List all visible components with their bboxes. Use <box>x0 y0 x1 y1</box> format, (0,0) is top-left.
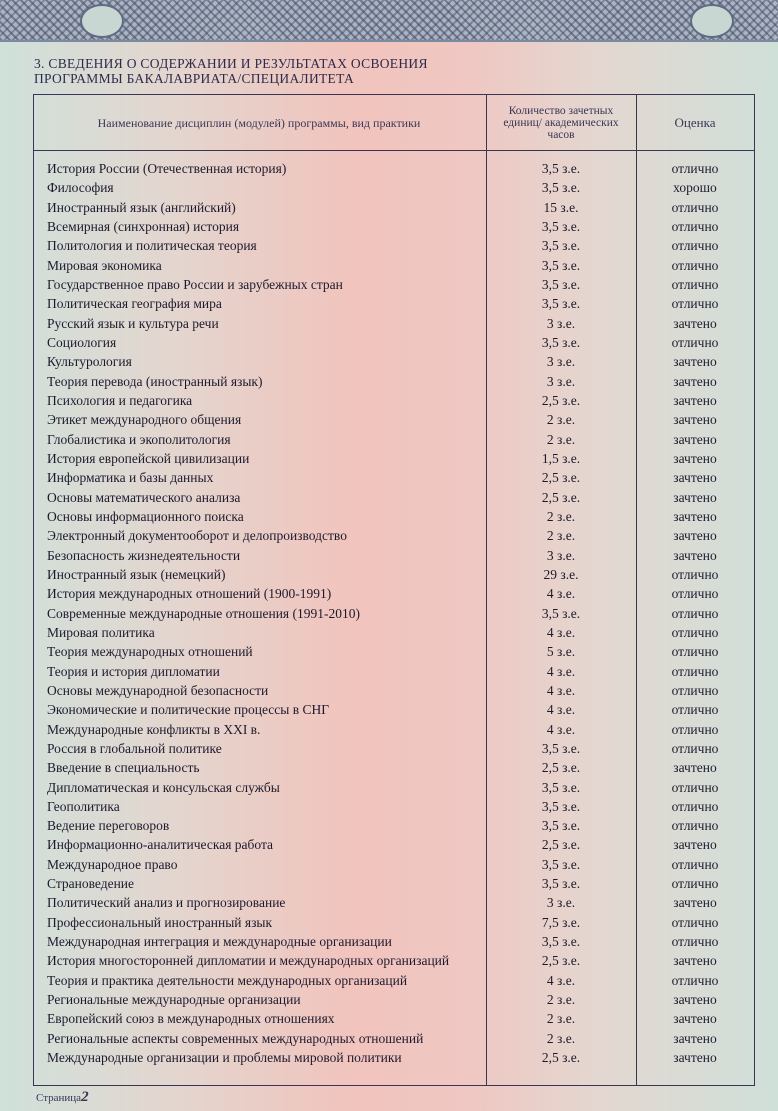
discipline-name: Этикет международного общения <box>47 412 242 428</box>
ornament-oval-icon <box>690 4 734 38</box>
credits-value: 2 з.е. <box>546 528 576 544</box>
discipline-name: Иностранный язык (немецкий) <box>47 566 226 582</box>
table-header <box>34 95 754 151</box>
table-row <box>34 700 754 719</box>
credits-value: 3,5 з.е. <box>541 334 581 350</box>
credits-value: 4 з.е. <box>546 663 576 679</box>
header-credits: Количество зачетных единиц/ академических часов <box>503 105 619 141</box>
table-row <box>34 971 754 990</box>
credits-value: 2 з.е. <box>546 1011 576 1027</box>
grade-value: зачтено <box>673 547 717 563</box>
table-row <box>34 1029 754 1048</box>
credits-value: 7,5 з.е. <box>541 914 581 930</box>
table-row <box>34 507 754 526</box>
table-row <box>34 642 754 661</box>
grade-value: зачтено <box>673 489 717 505</box>
discipline-name: История многосторонней дипломатии и международных организаций <box>47 953 450 969</box>
discipline-name: Социология <box>47 334 117 350</box>
grade-value: отлично <box>671 740 719 756</box>
grade-value: зачтено <box>673 373 717 389</box>
table-row <box>34 739 754 758</box>
credits-value: 15 з.е. <box>543 199 579 215</box>
grade-value: отлично <box>671 334 719 350</box>
grade-value: зачтено <box>673 837 717 853</box>
discipline-name: Электронный документооборот и делопроизводство <box>47 528 347 544</box>
grade-value: отлично <box>671 566 719 582</box>
discipline-name: Русский язык и культура речи <box>47 315 219 331</box>
discipline-name: Политический анализ и прогнозирование <box>47 895 286 911</box>
disciplines-table <box>33 94 755 1086</box>
discipline-name: Международная интеграция и международные организации <box>47 934 392 950</box>
grade-value: зачтено <box>673 412 717 428</box>
table-row <box>34 932 754 951</box>
grade-value: отлично <box>671 586 719 602</box>
table-row <box>34 159 754 178</box>
grade-value: отлично <box>671 779 719 795</box>
discipline-name: Политология и политическая теория <box>47 238 257 254</box>
ornament-oval-icon <box>80 4 124 38</box>
table-row <box>34 604 754 623</box>
grade-value: отлично <box>671 624 719 640</box>
discipline-name: Современные международные отношения (1991-2010) <box>47 605 360 621</box>
discipline-name: Международные конфликты в XXI в. <box>47 721 261 737</box>
credits-value: 2 з.е. <box>546 992 576 1008</box>
table-row <box>34 913 754 932</box>
discipline-name: Безопасность жизнедеятельности <box>47 547 241 563</box>
discipline-name: Профессиональный иностранный язык <box>47 914 273 930</box>
credits-value: 3 з.е. <box>546 315 576 331</box>
grade-value: отлично <box>671 161 719 176</box>
discipline-name: Политическая география мира <box>47 296 222 312</box>
discipline-name: Теория и история дипломатии <box>47 663 220 679</box>
grade-value: отлично <box>671 238 719 254</box>
table-row <box>34 623 754 642</box>
grade-value: отлично <box>671 218 719 234</box>
credits-value: 4 з.е. <box>546 624 576 640</box>
table-row <box>34 372 754 391</box>
table-row <box>34 217 754 236</box>
table-row <box>34 449 754 468</box>
credits-value: 3,5 з.е. <box>541 161 581 176</box>
discipline-name: Основы математического анализа <box>47 489 241 505</box>
credits-value: 2,5 з.е. <box>541 953 581 969</box>
grade-value: зачтено <box>673 450 717 466</box>
discipline-name: Государственное право России и зарубежных стран <box>47 276 343 292</box>
grade-value: отлично <box>671 257 719 273</box>
table-row <box>34 314 754 333</box>
table-row <box>34 391 754 410</box>
discipline-name: Европейский союз в международных отношениях <box>47 1011 335 1027</box>
grade-value: зачтено <box>673 528 717 544</box>
grade-value: отлично <box>671 798 719 814</box>
credits-value: 3,5 з.е. <box>541 257 581 273</box>
discipline-name: Психология и педагогика <box>47 392 193 408</box>
section-title-line1: 3. СВЕДЕНИЯ О СОДЕРЖАНИИ И РЕЗУЛЬТАТАХ ОСВОЕНИЯ <box>34 56 428 71</box>
credits-value: 29 з.е. <box>543 566 579 582</box>
table-row <box>34 256 754 275</box>
credits-value: 4 з.е. <box>546 721 576 737</box>
credits-value: 4 з.е. <box>546 586 576 602</box>
credits-value: 2 з.е. <box>546 412 576 428</box>
table-row <box>34 333 754 352</box>
credits-value: 1,5 з.е. <box>541 450 581 466</box>
table-row <box>34 758 754 777</box>
header-grade: Оценка <box>674 115 716 130</box>
credits-value: 2,5 з.е. <box>541 489 581 505</box>
credits-value: 2,5 з.е. <box>541 837 581 853</box>
discipline-name: Всемирная (синхронная) история <box>47 218 240 234</box>
discipline-name: Иностранный язык (английский) <box>47 199 236 215</box>
discipline-name: Теория перевода (иностранный язык) <box>47 373 263 389</box>
grade-value: отлично <box>671 199 719 215</box>
discipline-name: Мировая политика <box>47 624 155 640</box>
table-row <box>34 526 754 545</box>
grade-value: отлично <box>671 721 719 737</box>
page-label: Страница <box>36 1092 82 1104</box>
page-footer <box>36 1089 89 1106</box>
credits-value: 2,5 з.е. <box>541 760 581 776</box>
credits-value: 3,5 з.е. <box>541 876 581 892</box>
discipline-name: Теория и практика деятельности международных организаций <box>47 972 408 988</box>
table-row <box>34 352 754 371</box>
grade-value: отлично <box>671 276 719 292</box>
grade-value: отлично <box>671 972 719 988</box>
credits-value: 3,5 з.е. <box>541 934 581 950</box>
credits-value: 3,5 з.е. <box>541 238 581 254</box>
table-row <box>34 410 754 429</box>
grade-value: зачтено <box>673 508 717 524</box>
discipline-name: Международные организации и проблемы мировой политики <box>47 1050 402 1066</box>
credits-value: 5 з.е. <box>546 644 576 660</box>
table-row <box>34 951 754 970</box>
header-discipline: Наименование дисциплин (модулей) программы, вид практики <box>97 116 421 130</box>
grade-value: зачтено <box>673 315 717 331</box>
credits-value: 4 з.е. <box>546 702 576 718</box>
credits-value: 2,5 з.е. <box>541 470 581 486</box>
table-row <box>34 1009 754 1028</box>
discipline-name: Дипломатическая и консульская службы <box>47 779 280 795</box>
table-row <box>34 893 754 912</box>
grade-value: хорошо <box>673 180 717 196</box>
table-row <box>34 275 754 294</box>
discipline-name: Основы информационного поиска <box>47 508 244 524</box>
credits-value: 3 з.е. <box>546 354 576 370</box>
discipline-name: Культурология <box>47 354 132 370</box>
table-row <box>34 565 754 584</box>
discipline-name: История международных отношений (1900-1991) <box>47 586 332 602</box>
table-row <box>34 430 754 449</box>
grade-value: зачтено <box>673 760 717 776</box>
table-row <box>34 178 754 197</box>
grade-value: отлично <box>671 605 719 621</box>
section-title-line2: ПРОГРАММЫ БАКАЛАВРИАТА/СПЕЦИАЛИТЕТА <box>34 71 355 86</box>
table-row <box>34 198 754 217</box>
discipline-name: Региональные международные организации <box>47 992 301 1008</box>
grade-value: отлично <box>671 876 719 892</box>
discipline-name: Мировая экономика <box>47 257 162 273</box>
credits-value: 3,5 з.е. <box>541 605 581 621</box>
table-row <box>34 488 754 507</box>
discipline-name: История России (Отечественная история) <box>47 161 287 176</box>
grade-value: зачтено <box>673 470 717 486</box>
credits-value: 3,5 з.е. <box>541 296 581 312</box>
credits-value: 3,5 з.е. <box>541 276 581 292</box>
grade-value: зачтено <box>673 392 717 408</box>
credits-value: 2,5 з.е. <box>541 392 581 408</box>
section-title <box>34 56 634 86</box>
grade-value: зачтено <box>673 431 717 447</box>
table-row <box>34 662 754 681</box>
table-body <box>34 159 754 1067</box>
discipline-name: Информатика и базы данных <box>47 470 214 486</box>
grade-value: отлично <box>671 663 719 679</box>
page-number: 2 <box>81 1089 89 1105</box>
discipline-name: История европейской цивилизации <box>47 450 250 466</box>
table-row <box>34 681 754 700</box>
discipline-name: Ведение переговоров <box>47 818 170 834</box>
discipline-name: Международное право <box>47 856 178 872</box>
credits-value: 4 з.е. <box>546 682 576 698</box>
credits-value: 4 з.е. <box>546 972 576 988</box>
table-row <box>34 584 754 603</box>
grade-value: зачтено <box>673 953 717 969</box>
credits-value: 3 з.е. <box>546 895 576 911</box>
table-row <box>34 835 754 854</box>
discipline-name: Страноведение <box>47 876 135 892</box>
grade-value: отлично <box>671 296 719 312</box>
grade-value: зачтено <box>673 354 717 370</box>
credits-value: 3,5 з.е. <box>541 779 581 795</box>
credits-value: 3 з.е. <box>546 547 576 563</box>
credits-value: 2 з.е. <box>546 1030 576 1046</box>
grade-value: зачтено <box>673 1050 717 1066</box>
discipline-name: Глобалистика и экополитология <box>47 431 231 447</box>
table-row <box>34 294 754 313</box>
discipline-name: Основы международной безопасности <box>47 682 269 698</box>
grade-value: отлично <box>671 818 719 834</box>
security-border-strip <box>0 0 778 42</box>
grade-value: отлично <box>671 702 719 718</box>
table-row <box>34 797 754 816</box>
grade-value: зачтено <box>673 992 717 1008</box>
discipline-name: Экономические и политические процессы в СНГ <box>47 702 330 718</box>
table-row <box>34 546 754 565</box>
grade-value: зачтено <box>673 895 717 911</box>
table-row <box>34 778 754 797</box>
credits-value: 3 з.е. <box>546 373 576 389</box>
table-row <box>34 816 754 835</box>
table-row <box>34 1048 754 1067</box>
discipline-name: Теория международных отношений <box>47 644 253 660</box>
grade-value: зачтено <box>673 1030 717 1046</box>
credits-value: 3,5 з.е. <box>541 798 581 814</box>
table-row <box>34 990 754 1009</box>
discipline-name: Геополитика <box>47 798 120 814</box>
credits-value: 3,5 з.е. <box>541 740 581 756</box>
table-row <box>34 720 754 739</box>
credits-value: 2 з.е. <box>546 431 576 447</box>
grade-value: отлично <box>671 914 719 930</box>
discipline-name: Введение в специальность <box>47 760 200 776</box>
credits-value: 3,5 з.е. <box>541 180 581 196</box>
table-row <box>34 468 754 487</box>
grade-value: отлично <box>671 682 719 698</box>
discipline-name: Россия в глобальной политике <box>47 740 222 756</box>
discipline-name: Философия <box>47 180 114 196</box>
grade-value: отлично <box>671 934 719 950</box>
grade-value: отлично <box>671 644 719 660</box>
table-row <box>34 236 754 255</box>
credits-value: 3,5 з.е. <box>541 218 581 234</box>
discipline-name: Информационно-аналитическая работа <box>47 837 274 853</box>
grade-value: зачтено <box>673 1011 717 1027</box>
credits-value: 3,5 з.е. <box>541 856 581 872</box>
credits-value: 2 з.е. <box>546 508 576 524</box>
credits-value: 2,5 з.е. <box>541 1050 581 1066</box>
table-row <box>34 874 754 893</box>
discipline-name: Региональные аспекты современных международных отношений <box>47 1030 424 1046</box>
credits-value: 3,5 з.е. <box>541 818 581 834</box>
table-row <box>34 855 754 874</box>
grade-value: отлично <box>671 856 719 872</box>
